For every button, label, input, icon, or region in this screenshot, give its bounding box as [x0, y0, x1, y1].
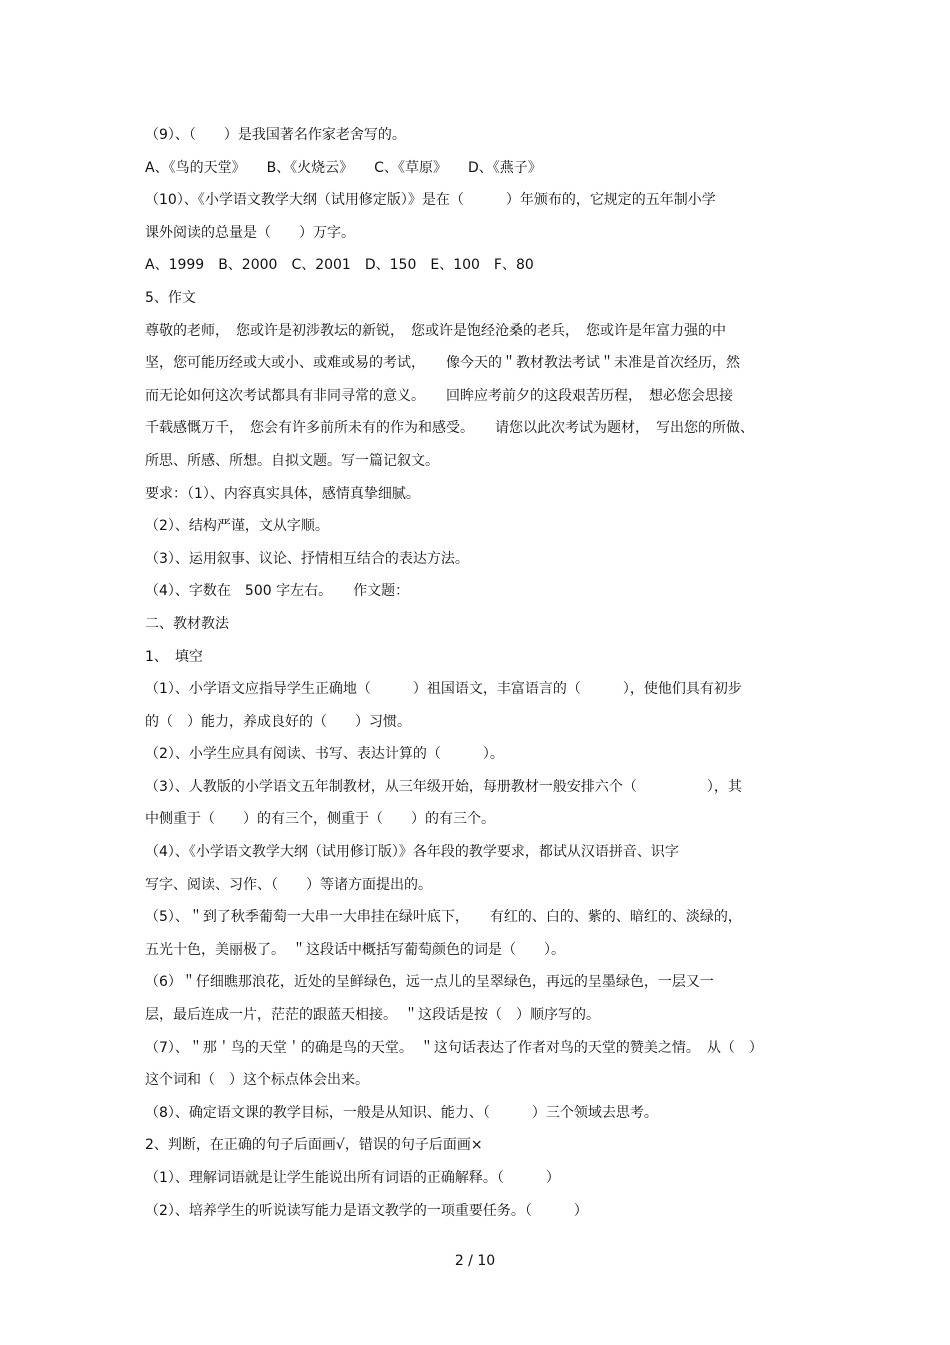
text-line: （2）、培养学生的听说读写能力是语文教学的一项重要任务。（ ） [145, 1202, 588, 1219]
text-line: （3）、运用叙事、议论、抒情相互结合的表达方法。 [145, 550, 469, 567]
text-line: （7）、＂那＇鸟的天堂＇的确是鸟的天堂。 ＂这句话表达了作者对鸟的天堂的赞美之情。 从（ ） [145, 1039, 763, 1056]
text-line: 中侧重于（ ）的有三个，侧重于（ ）的有三个。 [145, 811, 495, 828]
text-line: （9）、（ ）是我国著名作家老舍写的。 [145, 127, 406, 143]
text-line: A、《鸟的天堂》 B、《火烧云》 C、《草原》 D、《燕子》 [145, 159, 542, 176]
text-line: 尊敬的老师， 您或许是初涉教坛的新锐， 您或许是饱经沧桑的老兵， 您或许是年富力强的中 [145, 322, 726, 339]
text-line: A、1999 B、2000 C、2001 D、150 E、100 F、80 [145, 257, 534, 274]
text-line: （8）、确定语文课的教学目标，一般是从知识、能力、（ ）三个领域去思考。 [145, 1104, 658, 1121]
page-content [145, 119, 825, 1227]
text-line: 而无论如何这次考试都具有非同寻常的意义。 回眸应考前夕的这段艰苦历程， 想必您会思接 [145, 387, 733, 404]
text-line: （2）、结构严谨，文从字顺。 [145, 518, 329, 535]
text-line: 写字、阅读、习作、（ ）等诸方面提出的。 [145, 876, 432, 893]
text-line: （1）、理解词语就是让学生能说出所有词语的正确解释。（ ） [145, 1170, 560, 1186]
text-line: 所思、所感、所想。自拟文题。写一篇记叙文。 [145, 452, 439, 469]
section-heading: 5、作文 [145, 289, 196, 306]
text-line: 五光十色，美丽极了。 ＂这段话中概括写葡萄颜色的词是（ ）。 [145, 941, 565, 958]
text-line: （10）、《小学语文教学大纲（试用修定版）》是在（ ）年颁布的，它规定的五年制小学 [145, 192, 716, 209]
text-line: 要求：（1）、内容真实具体，感情真挚细腻。 [145, 485, 420, 502]
text-line: （3）、人教版的小学语文五年制教材，从三年级开始，每册教材一般安排六个（ ），其 [145, 778, 742, 795]
text-line: （1）、小学语文应指导学生正确地（ ）祖国语文，丰富语言的（ ），使他们具有初步 [145, 681, 742, 698]
text-line: 课外阅读的总量是（ ）万字。 [145, 224, 355, 241]
text-line: （4）、《小学语文教学大纲（试用修订版）》各年段的教学要求，都试从汉语拼音、识字 [145, 844, 679, 861]
section-heading: 二、教材教法 [145, 615, 229, 632]
text-line: 这个词和（ ）这个标点体会出来。 [145, 1072, 369, 1089]
text-line: 千载感慨万千， 您会有许多前所未有的作为和感受。 请您以此次考试为题材， 写出您的所做、 [145, 420, 754, 437]
section-heading: 2、判断，在正确的句子后面画√，错误的句子后面画× [145, 1137, 483, 1154]
section-heading: 1、 填空 [145, 648, 203, 665]
page-number: 2 / 10 [454, 1253, 496, 1269]
text-line: （6）＂仔细瞧那浪花，近处的呈鲜绿色，远一点儿的呈翠绿色，再远的呈墨绿色，一层又一 [145, 974, 714, 991]
text-line: （2）、小学生应具有阅读、书写、表达计算的（ ）。 [145, 746, 504, 763]
text-line: （4）、字数在 500 字左右。 作文题： [145, 583, 410, 600]
text-line: 的（ ）能力，养成良好的（ ）习惯。 [145, 713, 411, 730]
text-line: 层，最后连成一片，茫茫的跟蓝天相接。 ＂这段话是按（ ）顺序写的。 [145, 1007, 600, 1024]
text-line: 坚，您可能历经或大或小、或难或易的考试， 像今天的＂教材教法考试＂未准是首次经历，然 [145, 355, 740, 372]
text-line: （5）、＂到了秋季葡萄一大串一大串挂在绿叶底下， 有红的、白的、紫的、暗红的、淡绿的， [145, 909, 742, 926]
